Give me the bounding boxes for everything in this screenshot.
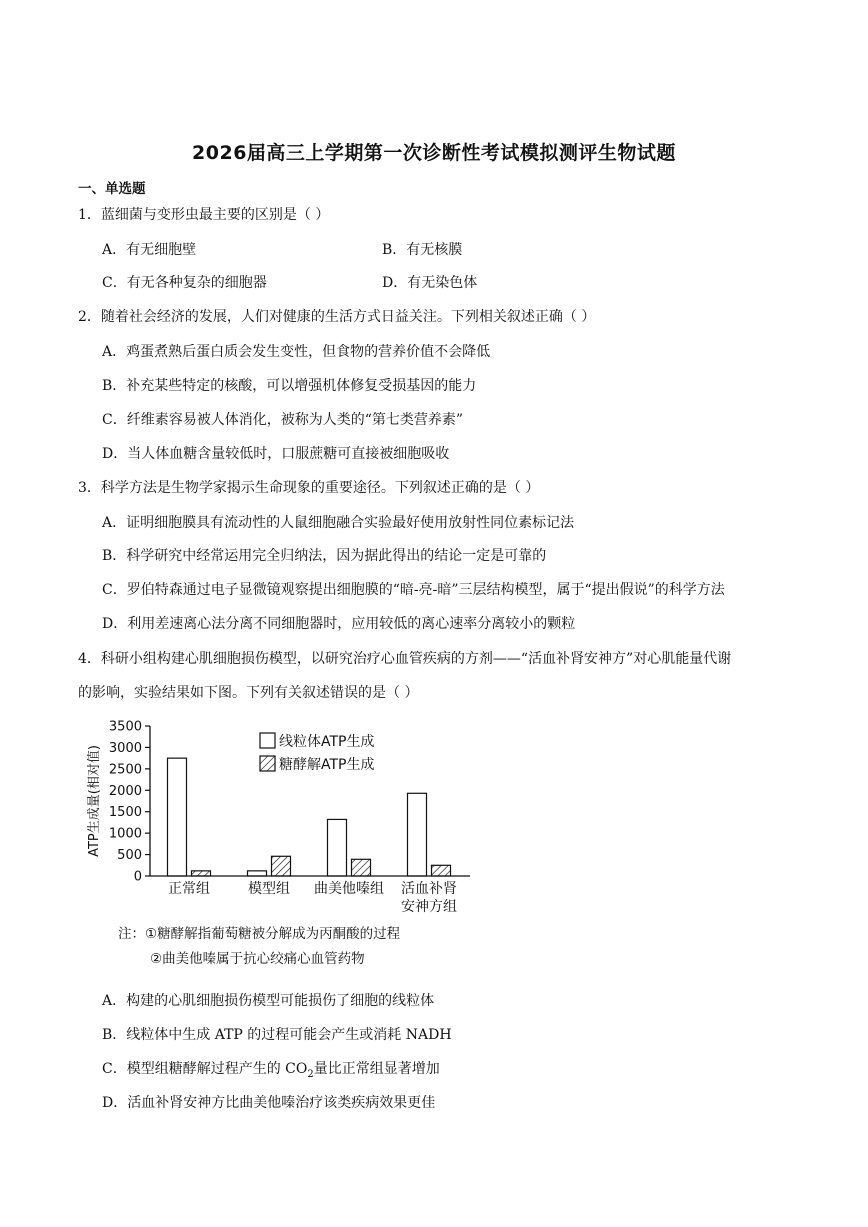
chart-note-2: ②曲美他嗪属于抗心绞痛心血管药物 (150, 951, 365, 967)
question-3-option-c: C．罗伯特森通过电子显微镜观察提出细胞膜的“暗-亮-暗”三层结构模型，属于“提出假说”的科学方法 (102, 582, 725, 598)
legend-swatch-mitochondria (260, 733, 275, 748)
y-axis-label-group (86, 745, 102, 857)
question-3-option-a: A．证明细胞膜具有流动性的人鼠细胞融合实验最好使用放射性同位素标记法 (102, 515, 575, 531)
question-4-option-a: A．构建的心肌细胞损伤模型可能损伤了细胞的线粒体 (102, 993, 435, 1009)
question-2-stem: 2．随着社会经济的发展，人们对健康的生活方式日益关注。下列相关叙述正确（ ） (78, 309, 596, 325)
bar-mitochondria-0 (168, 758, 187, 876)
question-2-option-c: C．纤维素容易被人体消化，被称为人类的“第七类营养素” (102, 412, 464, 428)
y-tick-label: 1000 (108, 826, 142, 842)
chart-note-1: 注：①糖酵解指葡萄糖被分解成为丙酮酸的过程 (118, 926, 401, 942)
option-c-head: C．模型组糖酵解过程产生的 CO (102, 1061, 308, 1077)
y-axis-ticks (109, 720, 150, 885)
x-category-label: 活血补肾 (401, 881, 457, 897)
question-2-option-a: A．鸡蛋煮熟后蛋白质会发生变性，但食物的营养价值不会降低 (102, 344, 491, 360)
y-tick-label: 3000 (108, 740, 142, 756)
bar-glycolysis-2 (352, 859, 371, 876)
legend-label-mitochondria: 线粒体ATP生成 (279, 734, 375, 750)
question-2-option-b: B．补充某些特定的核酸，可以增强机体修复受损基因的能力 (102, 378, 477, 394)
question-1-option-a: A．有无细胞壁 (102, 242, 197, 258)
y-tick-label: 3500 (108, 719, 142, 735)
y-tick-label: 0 (133, 869, 142, 885)
question-3-option-d: D．利用差速离心法分离不同细胞器时，应用较低的离心速率分离较小的颗粒 (102, 616, 576, 632)
y-tick-label: 2000 (108, 783, 142, 799)
question-4-option-c (102, 1058, 440, 1080)
question-1-stem: 1．蓝细菌与变形虫最主要的区别是（ ） (78, 207, 330, 223)
y-tick-label: 1500 (108, 805, 142, 821)
x-category-label: 正常组 (168, 881, 210, 897)
option-c-tail: 量比正常组显著增加 (313, 1061, 440, 1077)
y-axis-label: ATP生成量(相对值) (87, 745, 102, 857)
legend-swatch-glycolysis (260, 756, 275, 771)
question-3-option-b: B．科学研究中经常运用完全归纳法，因为据此得出的结论一定是可靠的 (102, 548, 547, 564)
atp-bar-chart (78, 712, 498, 927)
bar-mitochondria-3 (408, 793, 427, 876)
x-axis-labels (168, 880, 457, 915)
question-1-option-d: D．有无染色体 (382, 275, 478, 291)
page-title: 2026届高三上学期第一次诊断性考试模拟测评生物试题 (192, 142, 676, 164)
option-c-subscript: 2 (307, 1068, 314, 1080)
bars (168, 758, 451, 876)
question-4-option-b: B．线粒体中生成 ATP 的过程可能会产生或消耗 NADH (102, 1027, 452, 1043)
x-category-label: 模型组 (248, 881, 290, 897)
question-4-stem-line-1: 4．科研小组构建心肌细胞损伤模型，以研究治疗心血管疾病的方剂——“活血补肾安神方”对心肌能量代谢 (78, 651, 732, 667)
bar-glycolysis-1 (272, 856, 291, 876)
bar-glycolysis-3 (432, 865, 451, 876)
bar-glycolysis-0 (192, 871, 211, 876)
x-category-label: 安神方组 (401, 899, 457, 915)
legend (260, 733, 374, 773)
bar-mitochondria-1 (248, 871, 267, 876)
y-tick-label: 500 (117, 848, 142, 864)
section-heading: 一、单选题 (78, 181, 146, 197)
question-4-stem-line-2: 的影响，实验结果如下图。下列有关叙述错误的是（ ） (78, 685, 419, 701)
question-4-option-d: D．活血补肾安神方比曲美他嗪治疗该类疾病效果更佳 (102, 1095, 436, 1111)
bar-mitochondria-2 (328, 819, 347, 876)
y-tick-label: 2500 (108, 762, 142, 778)
question-1-option-c: C．有无各种复杂的细胞器 (102, 275, 267, 291)
question-3-stem: 3．科学方法是生物学家揭示生命现象的重要途径。下列叙述正确的是（ ） (78, 480, 540, 496)
question-2-option-d: D．当人体血糖含量较低时，口服蔗糖可直接被细胞吸收 (102, 446, 450, 462)
question-1-option-b: B．有无核膜 (382, 242, 463, 258)
x-category-label: 曲美他嗪组 (314, 881, 384, 897)
legend-label-glycolysis: 糖酵解ATP生成 (279, 757, 375, 773)
